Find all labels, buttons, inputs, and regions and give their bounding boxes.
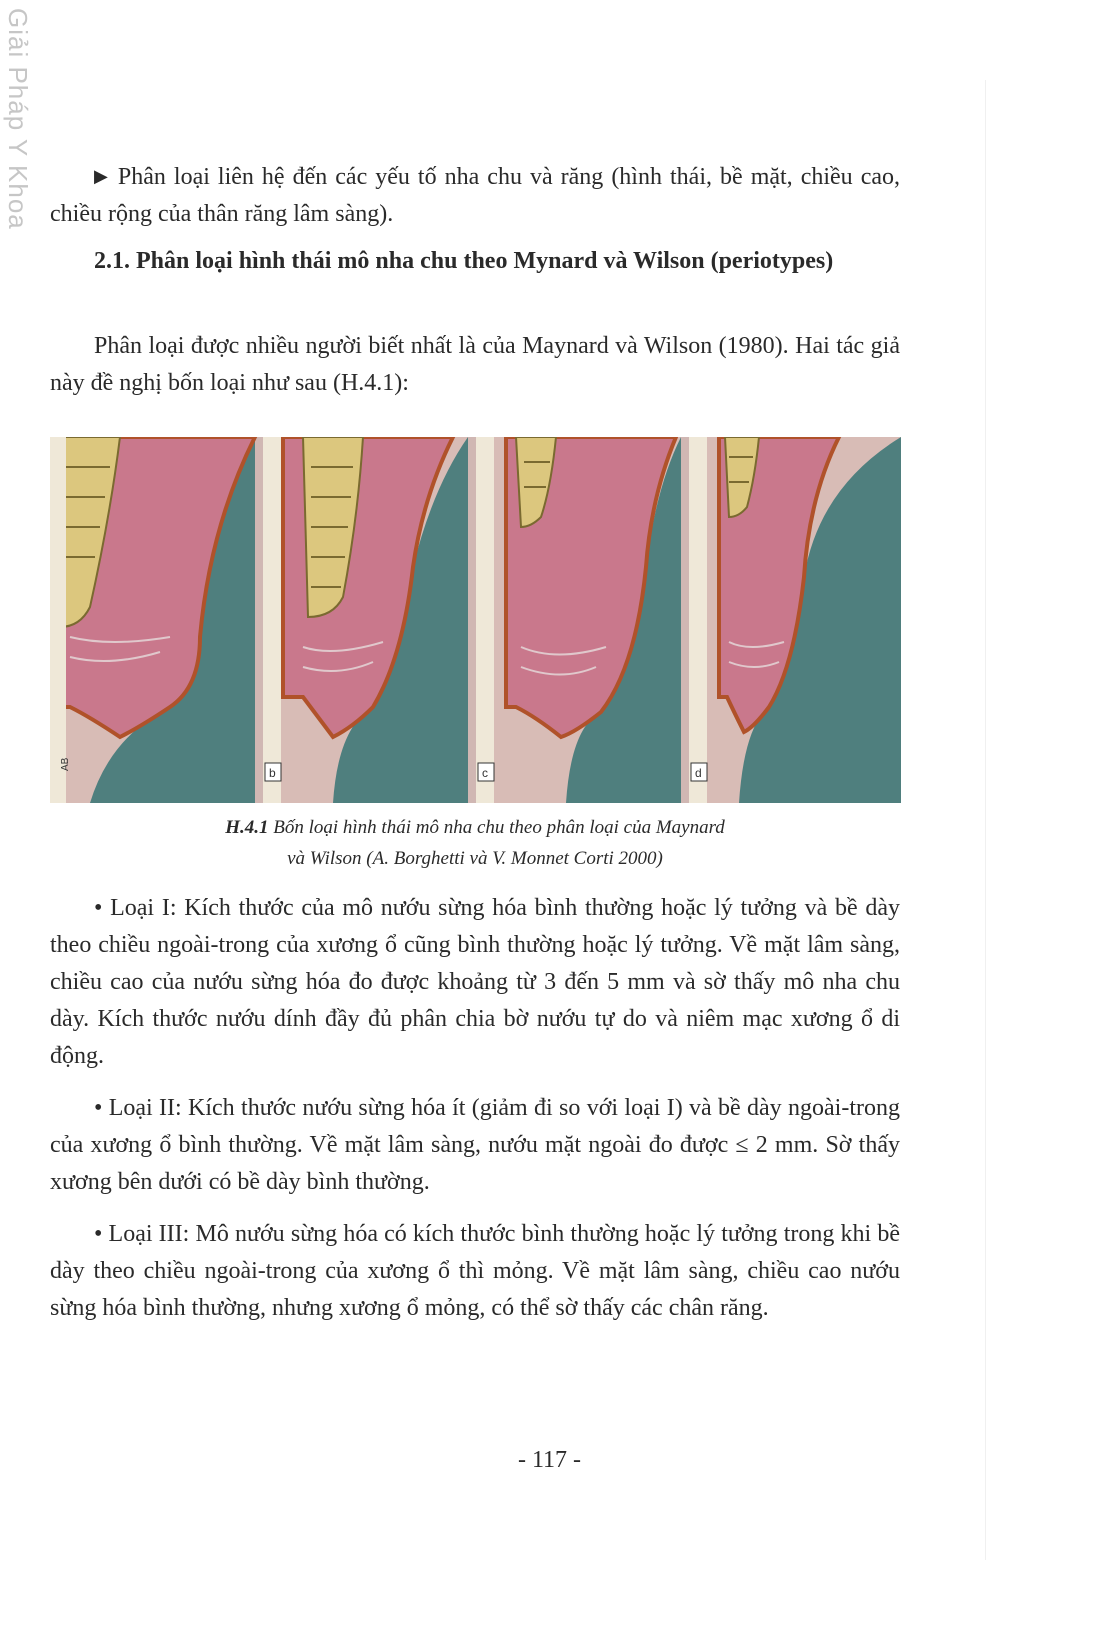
type1-paragraph: • Loại I: Kích thước của mô nướu sừng hóa bình thường hoặc lý tưởng và bề dày theo chiều ngoài-trong của xương ổ cũng bình thường hoặc lý tưởng. Về mặt lâm sàng, chiều cao của nướu sừng hóa đo được khoảng từ 3 đến 5 mm và sờ thấy mô nha chu dày. Kích thước nướu dính đầy đủ phân chia bờ nướu tự do và niêm mạc xương ổ di động. (50, 895, 900, 1069)
triangle-bullet-icon: ▶ (94, 166, 110, 186)
panel-c (476, 437, 681, 803)
watermark: Giải Pháp Y Khoa (3, 8, 33, 230)
side-label: AB (60, 757, 71, 771)
intro-paragraph (50, 158, 900, 233)
panel-label-c: c (482, 766, 488, 780)
panel-label-b: b (269, 766, 276, 780)
panel-label-d: d (695, 766, 702, 780)
caption-lead: H.4.1 (225, 817, 269, 838)
type3-paragraph: • Loại III: Mô nướu sừng hóa có kích thước bình thường hoặc lý tưởng trong khi bề dày theo chiều ngoài-trong của xương ổ thì mỏng. Về mặt lâm sàng, chiều cao nướu sừng hóa bình thường, nhưng xương ổ mỏng, có thể sờ thấy các chân răng. (50, 1221, 900, 1321)
caption-rest: Bốn loại hình thái mô nha chu theo phân loại của Maynard (268, 817, 725, 838)
periotype-figure (50, 437, 901, 803)
page-edge-line (985, 80, 986, 1560)
intro-text: Phân loại liên hệ đến các yếu tố nha chu và răng (hình thái, bề mặt, chiều cao, chiều rộng của thân răng lâm sàng). (50, 164, 900, 227)
type2-paragraph: • Loại II: Kích thước nướu sừng hóa ít (giảm đi so với loại I) và bề dày ngoài-trong của xương ổ bình thường. Về mặt lâm sàng, nướu mặt ngoài đo được ≤ 2 mm. Sờ thấy xương bên dưới có bề dày bình thường. (50, 1095, 900, 1195)
panel-b (263, 437, 468, 803)
section-heading: 2.1. Phân loại hình thái mô nha chu theo Mynard và Wilson (periotypes) (94, 248, 834, 274)
periotype-illustration (50, 437, 901, 803)
panel-a (50, 437, 255, 803)
panel-d (689, 437, 901, 803)
page-number: - 117 - (517, 1447, 582, 1473)
lead-paragraph: Phân loại được nhiều người biết nhất là của Maynard và Wilson (1980). Hai tác giả này đề nghị bốn loại như sau (H.4.1): (50, 333, 900, 396)
caption-line2: và Wilson (A. Borghetti và V. Monnet Corti 2000) (287, 848, 663, 869)
figure-caption (50, 812, 900, 874)
